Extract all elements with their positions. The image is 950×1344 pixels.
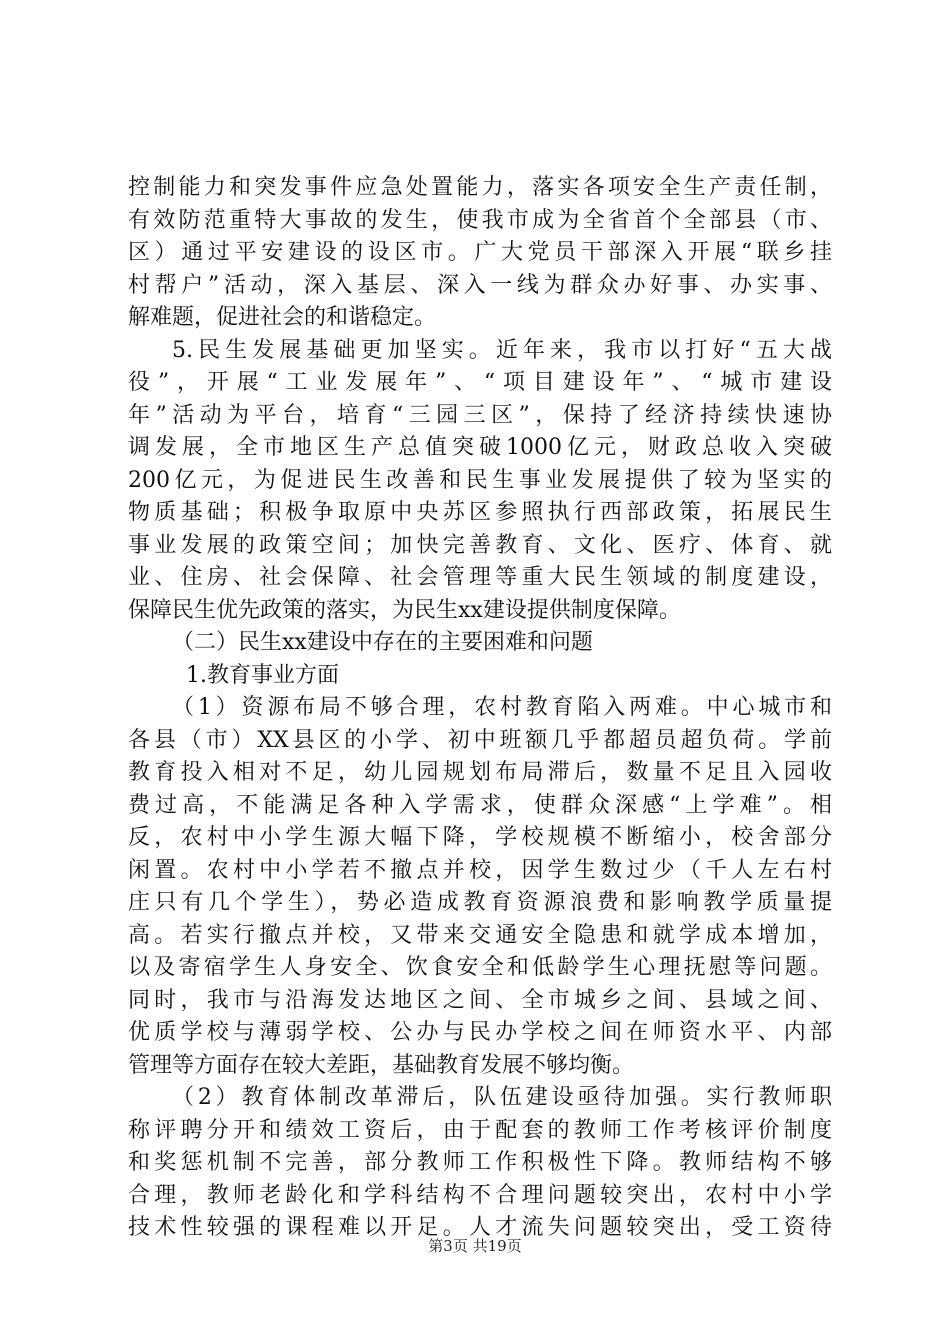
text-line: 1.教育事业方面: [186, 662, 339, 688]
text-line: 事业发展的政策空间；加快完善教育、文化、医疗、体育、就: [128, 532, 832, 558]
text-line: 解难题，促进社会的和谐稳定。: [128, 305, 437, 330]
text-line: 业、住房、社会保障、社会管理等重大民生领域的制度建设，: [128, 565, 832, 590]
text-line: 控制能力和突发事件应急处置能力，落实各项安全生产责任制，: [128, 175, 832, 200]
text-line: （1）资源布局不够合理，农村教育陷入两难。中心城市和: [172, 695, 832, 720]
text-line: 村帮户”活动，深入基层、深入一线为群众办好事、办实事、: [128, 272, 832, 298]
text-line: 闲置。农村中小学若不撤点并校，因学生数过少（千人左右村: [128, 857, 832, 883]
text-line: 5.民生发展基础更加坚实。近年来，我市以打好“五大战: [172, 337, 832, 363]
text-line: 反，农村中小学生源大幅下降，学校规模不断缩小，校舍部分: [128, 825, 832, 850]
text-line: 庄只有几个学生），势必造成教育资源浪费和影响教学质量提: [128, 890, 832, 915]
text-line: 技术性较强的课程难以开足。人才流失问题较突出，受工资待: [128, 1215, 832, 1240]
text-line: 200亿元，为促进民生改善和民生事业发展提供了较为坚实的: [128, 467, 832, 493]
text-line: 调发展，全市地区生产总值突破1000亿元，财政总收入突破: [128, 435, 832, 460]
text-line: 优质学校与薄弱学校、公办与民办学校之间在师资水平、内部: [128, 1020, 832, 1045]
text-line: 物质基础；积极争取原中央苏区参照执行西部政策，拓展民生: [128, 500, 832, 525]
text-line: 教育投入相对不足，幼儿园规划布局滞后，数量不足且入园收: [128, 760, 832, 785]
text-line: 各县（市）XX县区的小学、初中班额几乎都超员超负荷。学前: [128, 727, 832, 753]
text-line: 称评聘分开和绩效工资后，由于配套的教师工作考核评价制度: [128, 1117, 832, 1143]
page-footer: 第3页 共19页: [428, 1237, 522, 1255]
text-line: 以及寄宿学生人身安全、饮食安全和低龄学生心理抚慰等问题。: [128, 955, 832, 980]
text-line: 管理等方面存在较大差距，基础教育发展不够均衡。: [128, 1052, 635, 1078]
body-text: [128, 172, 832, 1245]
text-line: 同时，我市与沿海发达地区之间、全市城乡之间、县域之间、: [128, 987, 832, 1013]
text-line: 役”，开展“工业发展年”、“项目建设年”、“城市建设: [128, 370, 832, 395]
text-line: 费过高，不能满足各种入学需求，使群众深感“上学难”。相: [128, 792, 832, 818]
text-line: 合理，教师老龄化和学科结构不合理问题较突出，农村中小学: [128, 1182, 832, 1208]
text-line: 高。若实行撤点并校，又带来交通安全隐患和就学成本增加，: [128, 922, 832, 948]
text-line: 年”活动为平台，培育“三园三区”，保持了经济持续快速协: [128, 402, 832, 428]
text-line: 区）通过平安建设的设区市。广大党员干部深入开展“联乡挂: [128, 240, 832, 265]
text-line: 有效防范重特大事故的发生，使我市成为全省首个全部县（市、: [128, 207, 832, 233]
text-line: 保障民生优先政策的落实，为民生xx建设提供制度保障。: [128, 597, 681, 623]
text-line: （二）民生xx建设中存在的主要困难和问题: [172, 630, 593, 655]
text-line: 和奖惩机制不完善，部分教师工作积极性下降。教师结构不够: [128, 1150, 832, 1175]
text-line: （2）教育体制改革滞后，队伍建设亟待加强。实行教师职: [172, 1085, 832, 1110]
